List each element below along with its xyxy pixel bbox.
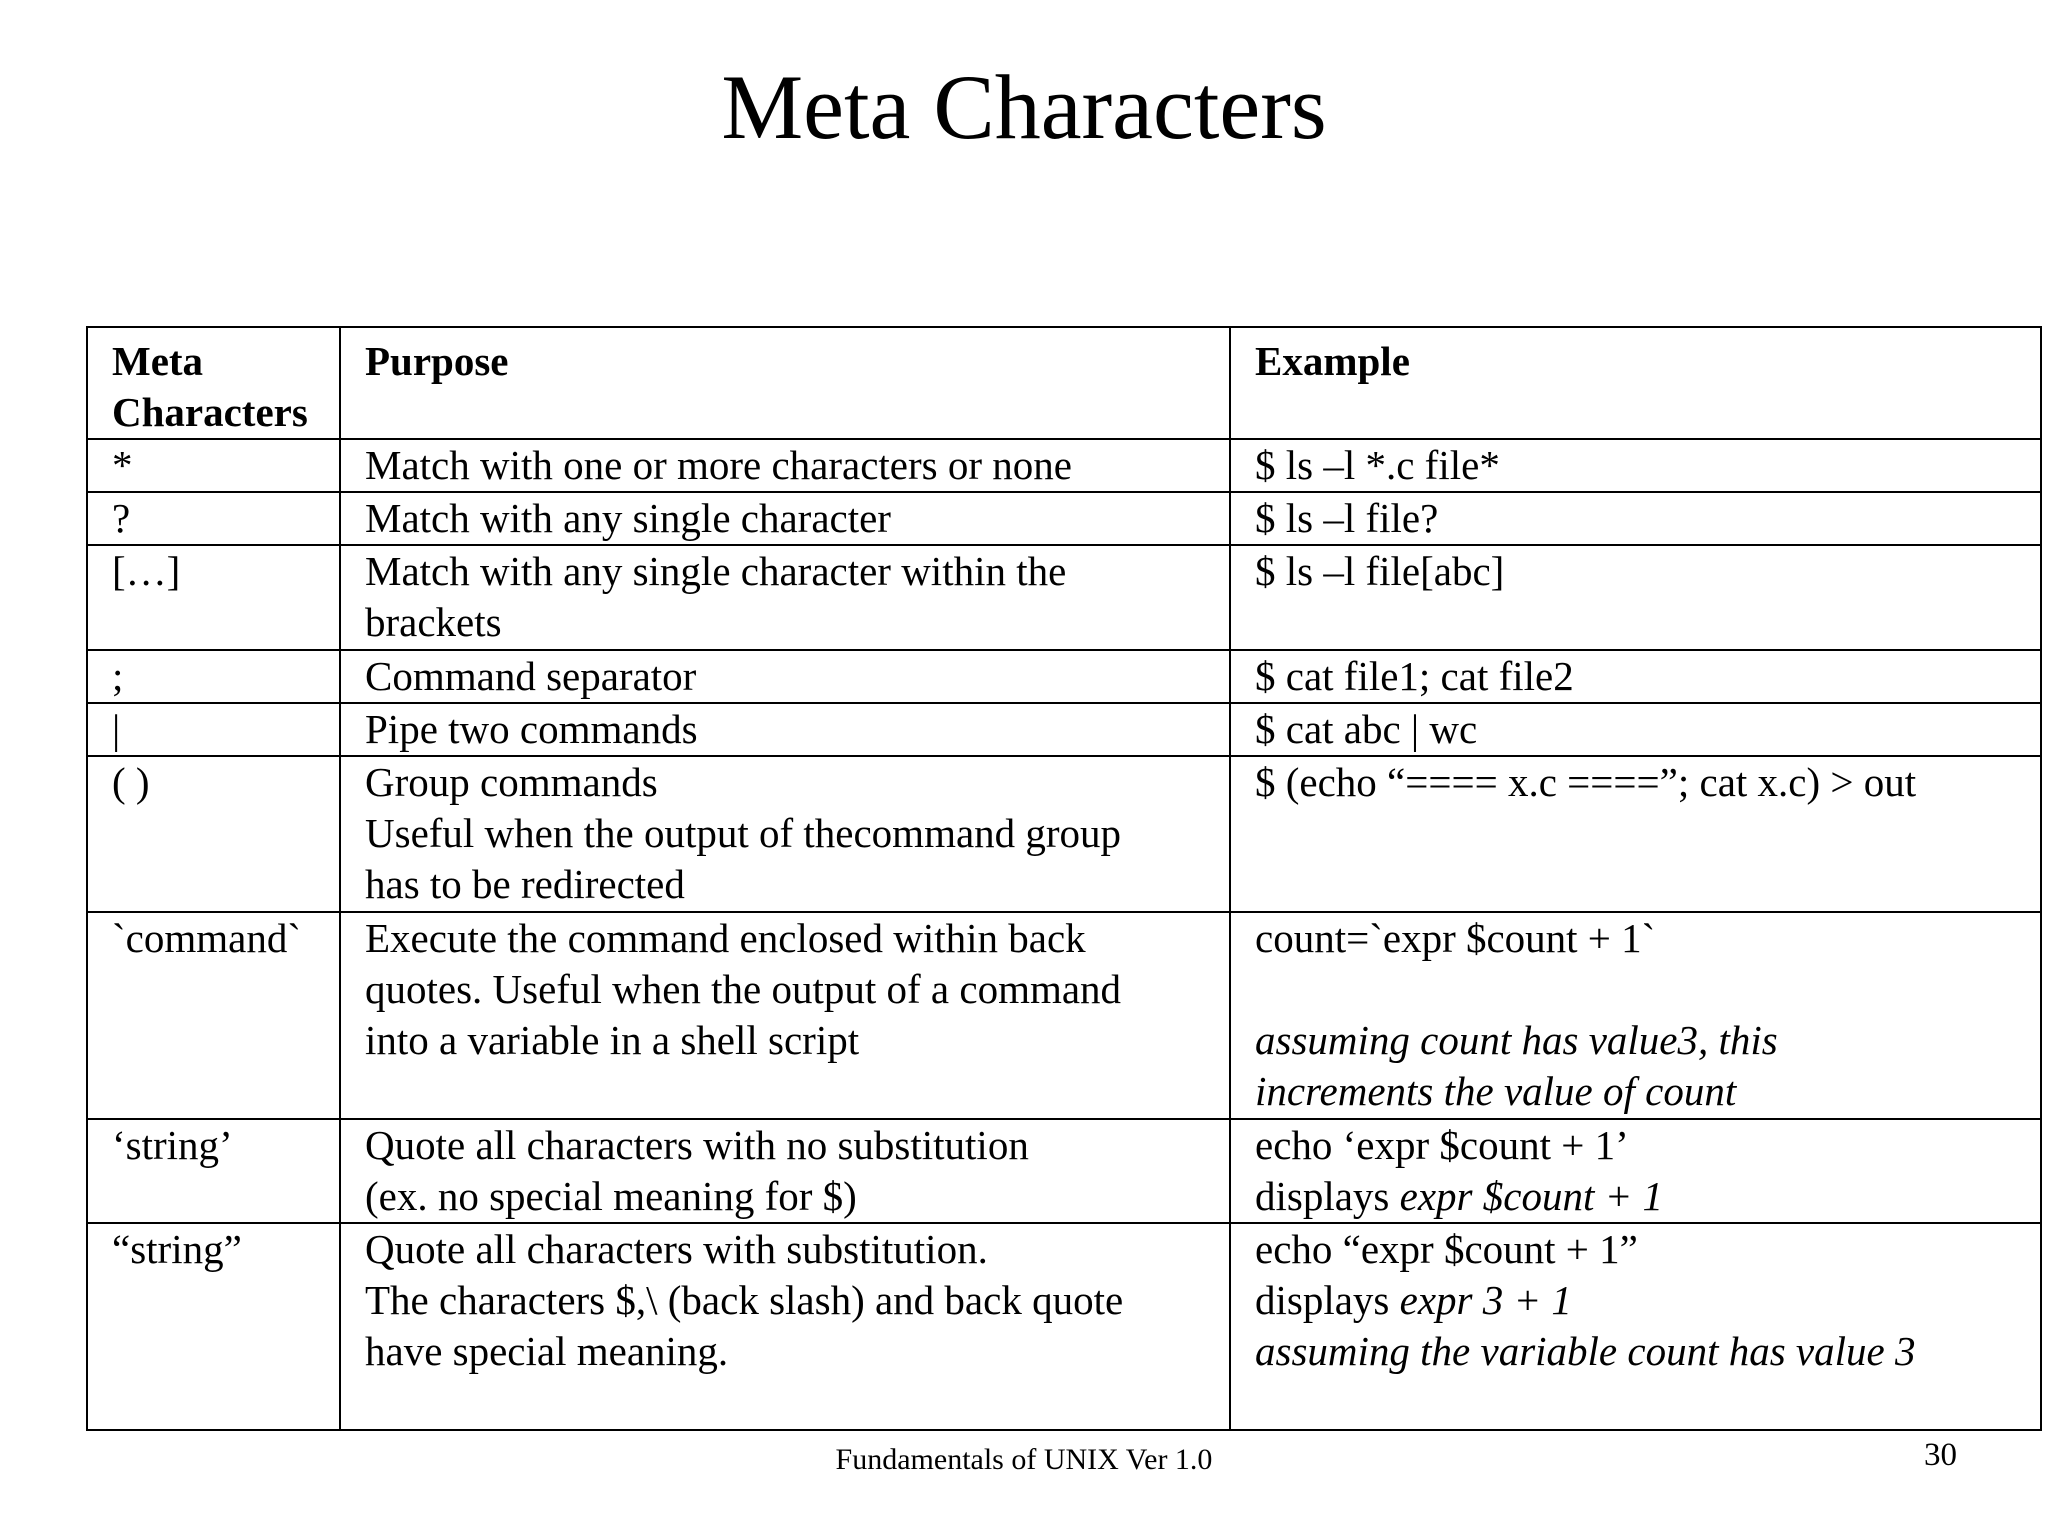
- purpose-line: has to be redirected: [365, 861, 685, 907]
- example-output-value: expr $count + 1: [1399, 1173, 1664, 1219]
- table-header-row: [87, 327, 2041, 439]
- example-line: echo “expr $count + 1”: [1255, 1226, 1638, 1272]
- purpose-cell: [340, 439, 1230, 492]
- example-cell: [1230, 1223, 2041, 1430]
- page-number: 30: [1924, 1437, 1957, 1473]
- purpose-cell: [340, 912, 1230, 1119]
- header-purpose: Purpose: [340, 327, 1230, 439]
- meta-cell: […]: [87, 545, 340, 650]
- purpose-line: The characters $,\ (back slash) and back quote: [365, 1277, 1124, 1323]
- example-line: $ ls –l file?: [1255, 495, 1439, 541]
- meta-cell: ?: [87, 492, 340, 545]
- example-line: count=`expr $count + 1`: [1255, 915, 1656, 961]
- purpose-line: Match with any single character within the: [365, 548, 1067, 594]
- meta-cell: *: [87, 439, 340, 492]
- purpose-cell: [340, 650, 1230, 703]
- example-line: $ cat file1; cat file2: [1255, 653, 1574, 699]
- purpose-cell: [340, 756, 1230, 912]
- table-row: [87, 703, 2041, 756]
- purpose-line: Match with one or more characters or none: [365, 442, 1072, 488]
- purpose-line: (ex. no special meaning for $): [365, 1173, 857, 1219]
- purpose-cell: [340, 545, 1230, 650]
- example-output-line: [1255, 1171, 2040, 1222]
- example-note-line: assuming the variable count has value 3: [1255, 1328, 1916, 1374]
- page-title: Meta Characters: [721, 56, 1327, 158]
- example-note-line: increments the value of count: [1255, 1068, 1737, 1114]
- example-note-line: assuming count has value3, this: [1255, 1017, 1778, 1063]
- header-meta-line1: Meta: [112, 338, 204, 384]
- purpose-line: Match with any single character: [365, 495, 891, 541]
- meta-characters-table: [86, 326, 2042, 1431]
- meta-cell: |: [87, 703, 340, 756]
- example-output-line: [1255, 1275, 2040, 1326]
- example-cell: [1230, 912, 2041, 1119]
- meta-cell: “string”: [87, 1223, 340, 1430]
- purpose-line: Useful when the output of thecommand group: [365, 810, 1122, 856]
- purpose-line: Pipe two commands: [365, 706, 698, 752]
- example-output-prefix: displays: [1255, 1173, 1400, 1219]
- meta-cell: ;: [87, 650, 340, 703]
- purpose-cell: [340, 1119, 1230, 1223]
- meta-cell: `command`: [87, 912, 340, 1119]
- purpose-cell: [340, 1223, 1230, 1430]
- example-cell: [1230, 439, 2041, 492]
- example-line: $ ls –l *.c file*: [1255, 442, 1500, 488]
- example-cell: [1230, 492, 2041, 545]
- footer-text: Fundamentals of UNIX Ver 1.0: [835, 1443, 1213, 1476]
- table-row: [87, 756, 2041, 912]
- example-cell: [1230, 703, 2041, 756]
- purpose-line: Group commands: [365, 759, 658, 805]
- header-meta-line2: Characters: [112, 389, 308, 435]
- purpose-line: have special meaning.: [365, 1328, 729, 1374]
- example-line: echo ‘expr $count + 1’: [1255, 1122, 1629, 1168]
- purpose-line: Command separator: [365, 653, 697, 699]
- example-output-value: expr 3 + 1: [1399, 1277, 1572, 1323]
- meta-cell: ‘string’: [87, 1119, 340, 1223]
- table-row: [87, 439, 2041, 492]
- purpose-line: quotes. Useful when the output of a command: [365, 966, 1122, 1012]
- table-row: [87, 492, 2041, 545]
- example-cell: [1230, 545, 2041, 650]
- purpose-cell: [340, 492, 1230, 545]
- example-cell: [1230, 756, 2041, 912]
- example-line: $ (echo “==== x.c ====”; cat x.c) > out: [1255, 759, 1917, 805]
- example-cell: [1230, 650, 2041, 703]
- table-row: [87, 1223, 2041, 1430]
- example-output-prefix: displays: [1255, 1277, 1400, 1323]
- table-row: [87, 1119, 2041, 1223]
- example-line: $ cat abc | wc: [1255, 706, 1478, 752]
- meta-cell: ( ): [87, 756, 340, 912]
- purpose-line: Quote all characters with substitution.: [365, 1226, 988, 1272]
- header-meta-characters: [87, 327, 340, 439]
- header-example: Example: [1230, 327, 2041, 439]
- purpose-line: Quote all characters with no substitution: [365, 1122, 1029, 1168]
- table-row: [87, 545, 2041, 650]
- example-line: $ ls –l file[abc]: [1255, 548, 1505, 594]
- table-row: [87, 912, 2041, 1119]
- purpose-line: Execute the command enclosed within back: [365, 915, 1086, 961]
- example-cell: [1230, 1119, 2041, 1223]
- purpose-line: brackets: [365, 599, 502, 645]
- purpose-cell: [340, 703, 1230, 756]
- table-row: [87, 650, 2041, 703]
- purpose-line: into a variable in a shell script: [365, 1017, 860, 1063]
